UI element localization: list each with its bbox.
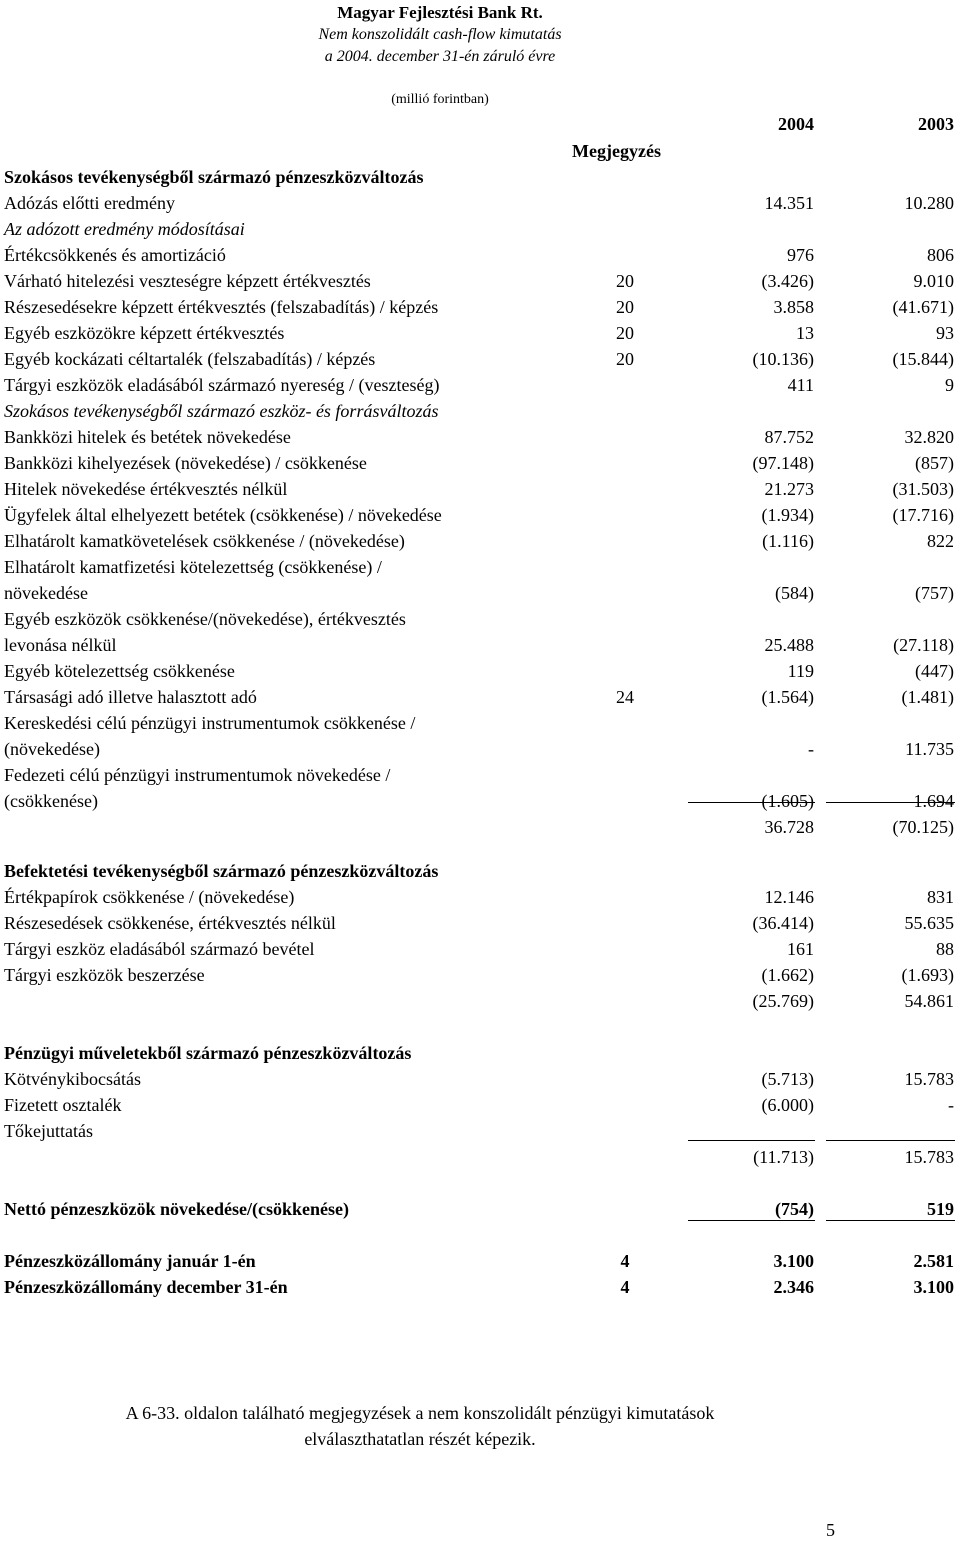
table-row bbox=[0, 424, 960, 450]
row-label: Tárgyi eszközök beszerzése bbox=[4, 965, 205, 985]
row-label: növekedése bbox=[4, 583, 88, 603]
table-row bbox=[0, 788, 960, 814]
table-row bbox=[0, 762, 960, 788]
table-row bbox=[0, 450, 960, 476]
row-value-2003: 2.581 bbox=[913, 1251, 954, 1271]
row-value-2004: (1.662) bbox=[761, 965, 814, 985]
table-row bbox=[0, 554, 960, 580]
column-2003: 2003 bbox=[918, 114, 954, 134]
row-value-2003: 3.100 bbox=[913, 1277, 954, 1297]
underline-rule bbox=[688, 1140, 815, 1141]
footnote-line-2: elválaszthatatlan részét képezik. bbox=[304, 1429, 536, 1449]
column-2004: 2004 bbox=[778, 114, 814, 134]
underline-rule bbox=[826, 1220, 955, 1221]
row-value-2004: 119 bbox=[787, 661, 814, 681]
row-label: Részesedésekre képzett értékvesztés (felszabadítás) / képzés bbox=[4, 297, 439, 317]
column-note: Megjegyzés bbox=[572, 141, 661, 161]
table-row bbox=[0, 502, 960, 528]
underline-rule bbox=[826, 1140, 955, 1141]
row-label: Bankközi hitelek és betétek növekedése bbox=[4, 427, 291, 447]
row-value-2003: 10.280 bbox=[904, 193, 954, 213]
row-label: Egyéb eszközök csökkenése/(növekedése), értékvesztés bbox=[4, 609, 406, 629]
statement-period: a 2004. december 31-én záruló évre bbox=[324, 48, 556, 65]
row-label: Egyéb kockázati céltartalék (felszabadítás) / képzés bbox=[4, 349, 376, 369]
row-value-2004: 411 bbox=[787, 375, 814, 395]
table-row bbox=[0, 1118, 960, 1144]
row-value-2004: 3.100 bbox=[773, 1251, 814, 1271]
row-label: Részesedések csökkenése, értékvesztés nélkül bbox=[4, 913, 336, 933]
row-label: (csökkenése) bbox=[4, 791, 98, 811]
row-label: Bankközi kihelyezések (növekedése) / csökkenése bbox=[4, 453, 367, 473]
row-value-2003: 55.635 bbox=[904, 913, 954, 933]
row-value-2004: (1.934) bbox=[761, 505, 814, 525]
row-label: (növekedése) bbox=[4, 739, 100, 759]
unit-label: (millió forintban) bbox=[391, 92, 489, 107]
row-label: Értékcsökkenés és amortizáció bbox=[4, 245, 226, 265]
row-label: Tárgyi eszközök eladásából származó nyereség / (veszteség) bbox=[4, 375, 440, 395]
row-note: 20 bbox=[616, 323, 634, 343]
table-row bbox=[0, 190, 960, 216]
row-note: 4 bbox=[620, 1277, 630, 1297]
row-value-2004: (3.426) bbox=[761, 271, 814, 291]
row-value-2003: 519 bbox=[927, 1199, 954, 1219]
row-value-2004: 3.858 bbox=[773, 297, 814, 317]
table-row bbox=[0, 858, 960, 884]
table-row bbox=[0, 1066, 960, 1092]
underline-rule bbox=[688, 1220, 815, 1221]
table-row bbox=[0, 606, 960, 632]
table-row bbox=[0, 632, 960, 658]
table-row bbox=[0, 936, 960, 962]
table-row bbox=[0, 294, 960, 320]
row-value-2003: 11.735 bbox=[905, 739, 954, 759]
row-label: Hitelek növekedése értékvesztés nélkül bbox=[4, 479, 288, 499]
row-label: Egyéb kötelezettség csökkenése bbox=[4, 661, 235, 681]
row-label: Az adózott eredmény módosításai bbox=[4, 219, 245, 239]
table-row bbox=[0, 710, 960, 736]
row-value-2003: 15.783 bbox=[904, 1069, 954, 1089]
row-label: Elhatárolt kamatfizetési kötelezettség (csökkenése) / bbox=[4, 557, 382, 577]
row-value-2003: (447) bbox=[915, 661, 954, 681]
row-value-2004: (1.564) bbox=[761, 687, 814, 707]
row-label: Egyéb eszközökre képzett értékvesztés bbox=[4, 323, 285, 343]
row-value-2003: 32.820 bbox=[904, 427, 954, 447]
row-note: 20 bbox=[616, 349, 634, 369]
row-value-2003: 93 bbox=[936, 323, 954, 343]
row-value-2003: (17.716) bbox=[892, 505, 954, 525]
row-value-2003: (15.844) bbox=[892, 349, 954, 369]
row-value-2004: (1.605) bbox=[761, 791, 814, 811]
row-label: Várható hitelezési veszteségre képzett értékvesztés bbox=[4, 271, 371, 291]
row-label: Fedezeti célú pénzügyi instrumentumok növekedése / bbox=[4, 765, 391, 785]
table-row bbox=[0, 1274, 960, 1300]
row-value-2004: (10.136) bbox=[752, 349, 814, 369]
row-value-2004: 87.752 bbox=[764, 427, 814, 447]
row-label: Kötvénykibocsátás bbox=[4, 1069, 141, 1089]
row-value-2004: (584) bbox=[775, 583, 814, 603]
row-value-2003: - bbox=[948, 1095, 954, 1115]
row-label: Szokásos tevékenységből származó pénzeszközváltozás bbox=[4, 167, 424, 187]
table-row bbox=[0, 1196, 960, 1222]
table-row bbox=[0, 684, 960, 710]
table-row bbox=[0, 372, 960, 398]
table-row bbox=[0, 1040, 960, 1066]
table-row bbox=[0, 216, 960, 242]
row-label: Kereskedési célú pénzügyi instrumentumok csökkenése / bbox=[4, 713, 416, 733]
row-label: Pénzügyi műveletekből származó pénzeszközváltozás bbox=[4, 1043, 412, 1063]
table-row bbox=[0, 528, 960, 554]
row-label: Elhatárolt kamatkövetelések csökkenése / (növekedése) bbox=[4, 531, 405, 551]
row-value-2003: 1.694 bbox=[913, 791, 954, 811]
row-value-2003: (857) bbox=[915, 453, 954, 473]
row-label: Szokásos tevékenységből származó eszköz- és forrásváltozás bbox=[4, 401, 439, 421]
row-label: Pénzeszközállomány január 1-én bbox=[4, 1251, 256, 1271]
row-value-2004: 36.728 bbox=[764, 817, 814, 837]
row-value-2004: 21.273 bbox=[764, 479, 814, 499]
row-value-2004: 13 bbox=[796, 323, 814, 343]
row-label: Adózás előtti eredmény bbox=[4, 193, 175, 213]
row-value-2003: 15.783 bbox=[904, 1147, 954, 1167]
page-number: 5 bbox=[826, 1520, 835, 1540]
row-value-2004: 2.346 bbox=[773, 1277, 814, 1297]
row-value-2003: 54.861 bbox=[904, 991, 954, 1011]
statement-subtitle: Nem konszolidált cash-flow kimutatás bbox=[318, 26, 562, 43]
table-row bbox=[0, 1248, 960, 1274]
row-value-2004: (1.116) bbox=[762, 531, 814, 551]
row-value-2004: (25.769) bbox=[752, 991, 814, 1011]
table-row bbox=[0, 988, 960, 1014]
row-value-2003: (41.671) bbox=[892, 297, 954, 317]
row-value-2003: (1.481) bbox=[901, 687, 954, 707]
row-value-2003: (31.503) bbox=[892, 479, 954, 499]
table-row bbox=[0, 658, 960, 684]
row-value-2003: (1.693) bbox=[901, 965, 954, 985]
footnote-line-1: A 6-33. oldalon található megjegyzések a nem konszolidált pénzügyi kimutatások bbox=[125, 1403, 715, 1423]
table-row bbox=[0, 476, 960, 502]
underline-rule bbox=[826, 802, 955, 803]
row-label: Értékpapírok csökkenése / (növekedése) bbox=[4, 887, 295, 907]
table-row bbox=[0, 884, 960, 910]
row-value-2004: 12.146 bbox=[764, 887, 814, 907]
row-label: levonása nélkül bbox=[4, 635, 117, 655]
row-value-2004: (5.713) bbox=[761, 1069, 814, 1089]
row-label: Tőkejuttatás bbox=[4, 1121, 93, 1141]
row-value-2003: 806 bbox=[927, 245, 954, 265]
row-value-2004: 161 bbox=[787, 939, 814, 959]
row-value-2004: 25.488 bbox=[764, 635, 814, 655]
table-row bbox=[0, 346, 960, 372]
row-note: 24 bbox=[616, 687, 634, 707]
row-value-2003: 9 bbox=[945, 375, 954, 395]
row-value-2004: - bbox=[808, 739, 814, 759]
row-value-2004: 976 bbox=[787, 245, 814, 265]
table-row bbox=[0, 580, 960, 606]
row-label: Ügyfelek által elhelyezett betétek (csökkenése) / növekedése bbox=[4, 505, 442, 525]
row-value-2004: (11.713) bbox=[753, 1147, 814, 1167]
table-row bbox=[0, 962, 960, 988]
row-label: Pénzeszközállomány december 31-én bbox=[4, 1277, 288, 1297]
row-value-2004: (36.414) bbox=[752, 913, 814, 933]
row-note: 20 bbox=[616, 297, 634, 317]
row-value-2003: 9.010 bbox=[913, 271, 954, 291]
row-note: 4 bbox=[620, 1251, 630, 1271]
row-label: Társasági adó illetve halasztott adó bbox=[4, 687, 257, 707]
row-value-2003: (27.118) bbox=[893, 635, 954, 655]
row-value-2004: (754) bbox=[775, 1199, 814, 1219]
underline-rule bbox=[688, 802, 815, 803]
company-name: Magyar Fejlesztési Bank Rt. bbox=[337, 3, 543, 22]
row-value-2003: 88 bbox=[936, 939, 954, 959]
row-value-2003: 831 bbox=[927, 887, 954, 907]
table-row bbox=[0, 398, 960, 424]
table-row bbox=[0, 1144, 960, 1170]
row-value-2003: (757) bbox=[915, 583, 954, 603]
table-row bbox=[0, 736, 960, 762]
table-row bbox=[0, 268, 960, 294]
row-note: 20 bbox=[616, 271, 634, 291]
table-row bbox=[0, 1092, 960, 1118]
table-row bbox=[0, 164, 960, 190]
row-label: Tárgyi eszköz eladásából származó bevétel bbox=[4, 939, 315, 959]
row-value-2003: (70.125) bbox=[892, 817, 954, 837]
table-row bbox=[0, 910, 960, 936]
row-value-2004: (97.148) bbox=[752, 453, 814, 473]
table-row bbox=[0, 320, 960, 346]
row-value-2004: 14.351 bbox=[764, 193, 814, 213]
row-value-2004: (6.000) bbox=[761, 1095, 814, 1115]
table-row bbox=[0, 242, 960, 268]
row-label: Nettó pénzeszközök növekedése/(csökkenése) bbox=[4, 1199, 349, 1219]
row-label: Befektetési tevékenységből származó pénzeszközváltozás bbox=[4, 861, 439, 881]
table-row bbox=[0, 814, 960, 840]
row-label: Fizetett osztalék bbox=[4, 1095, 122, 1115]
row-value-2003: 822 bbox=[927, 531, 954, 551]
